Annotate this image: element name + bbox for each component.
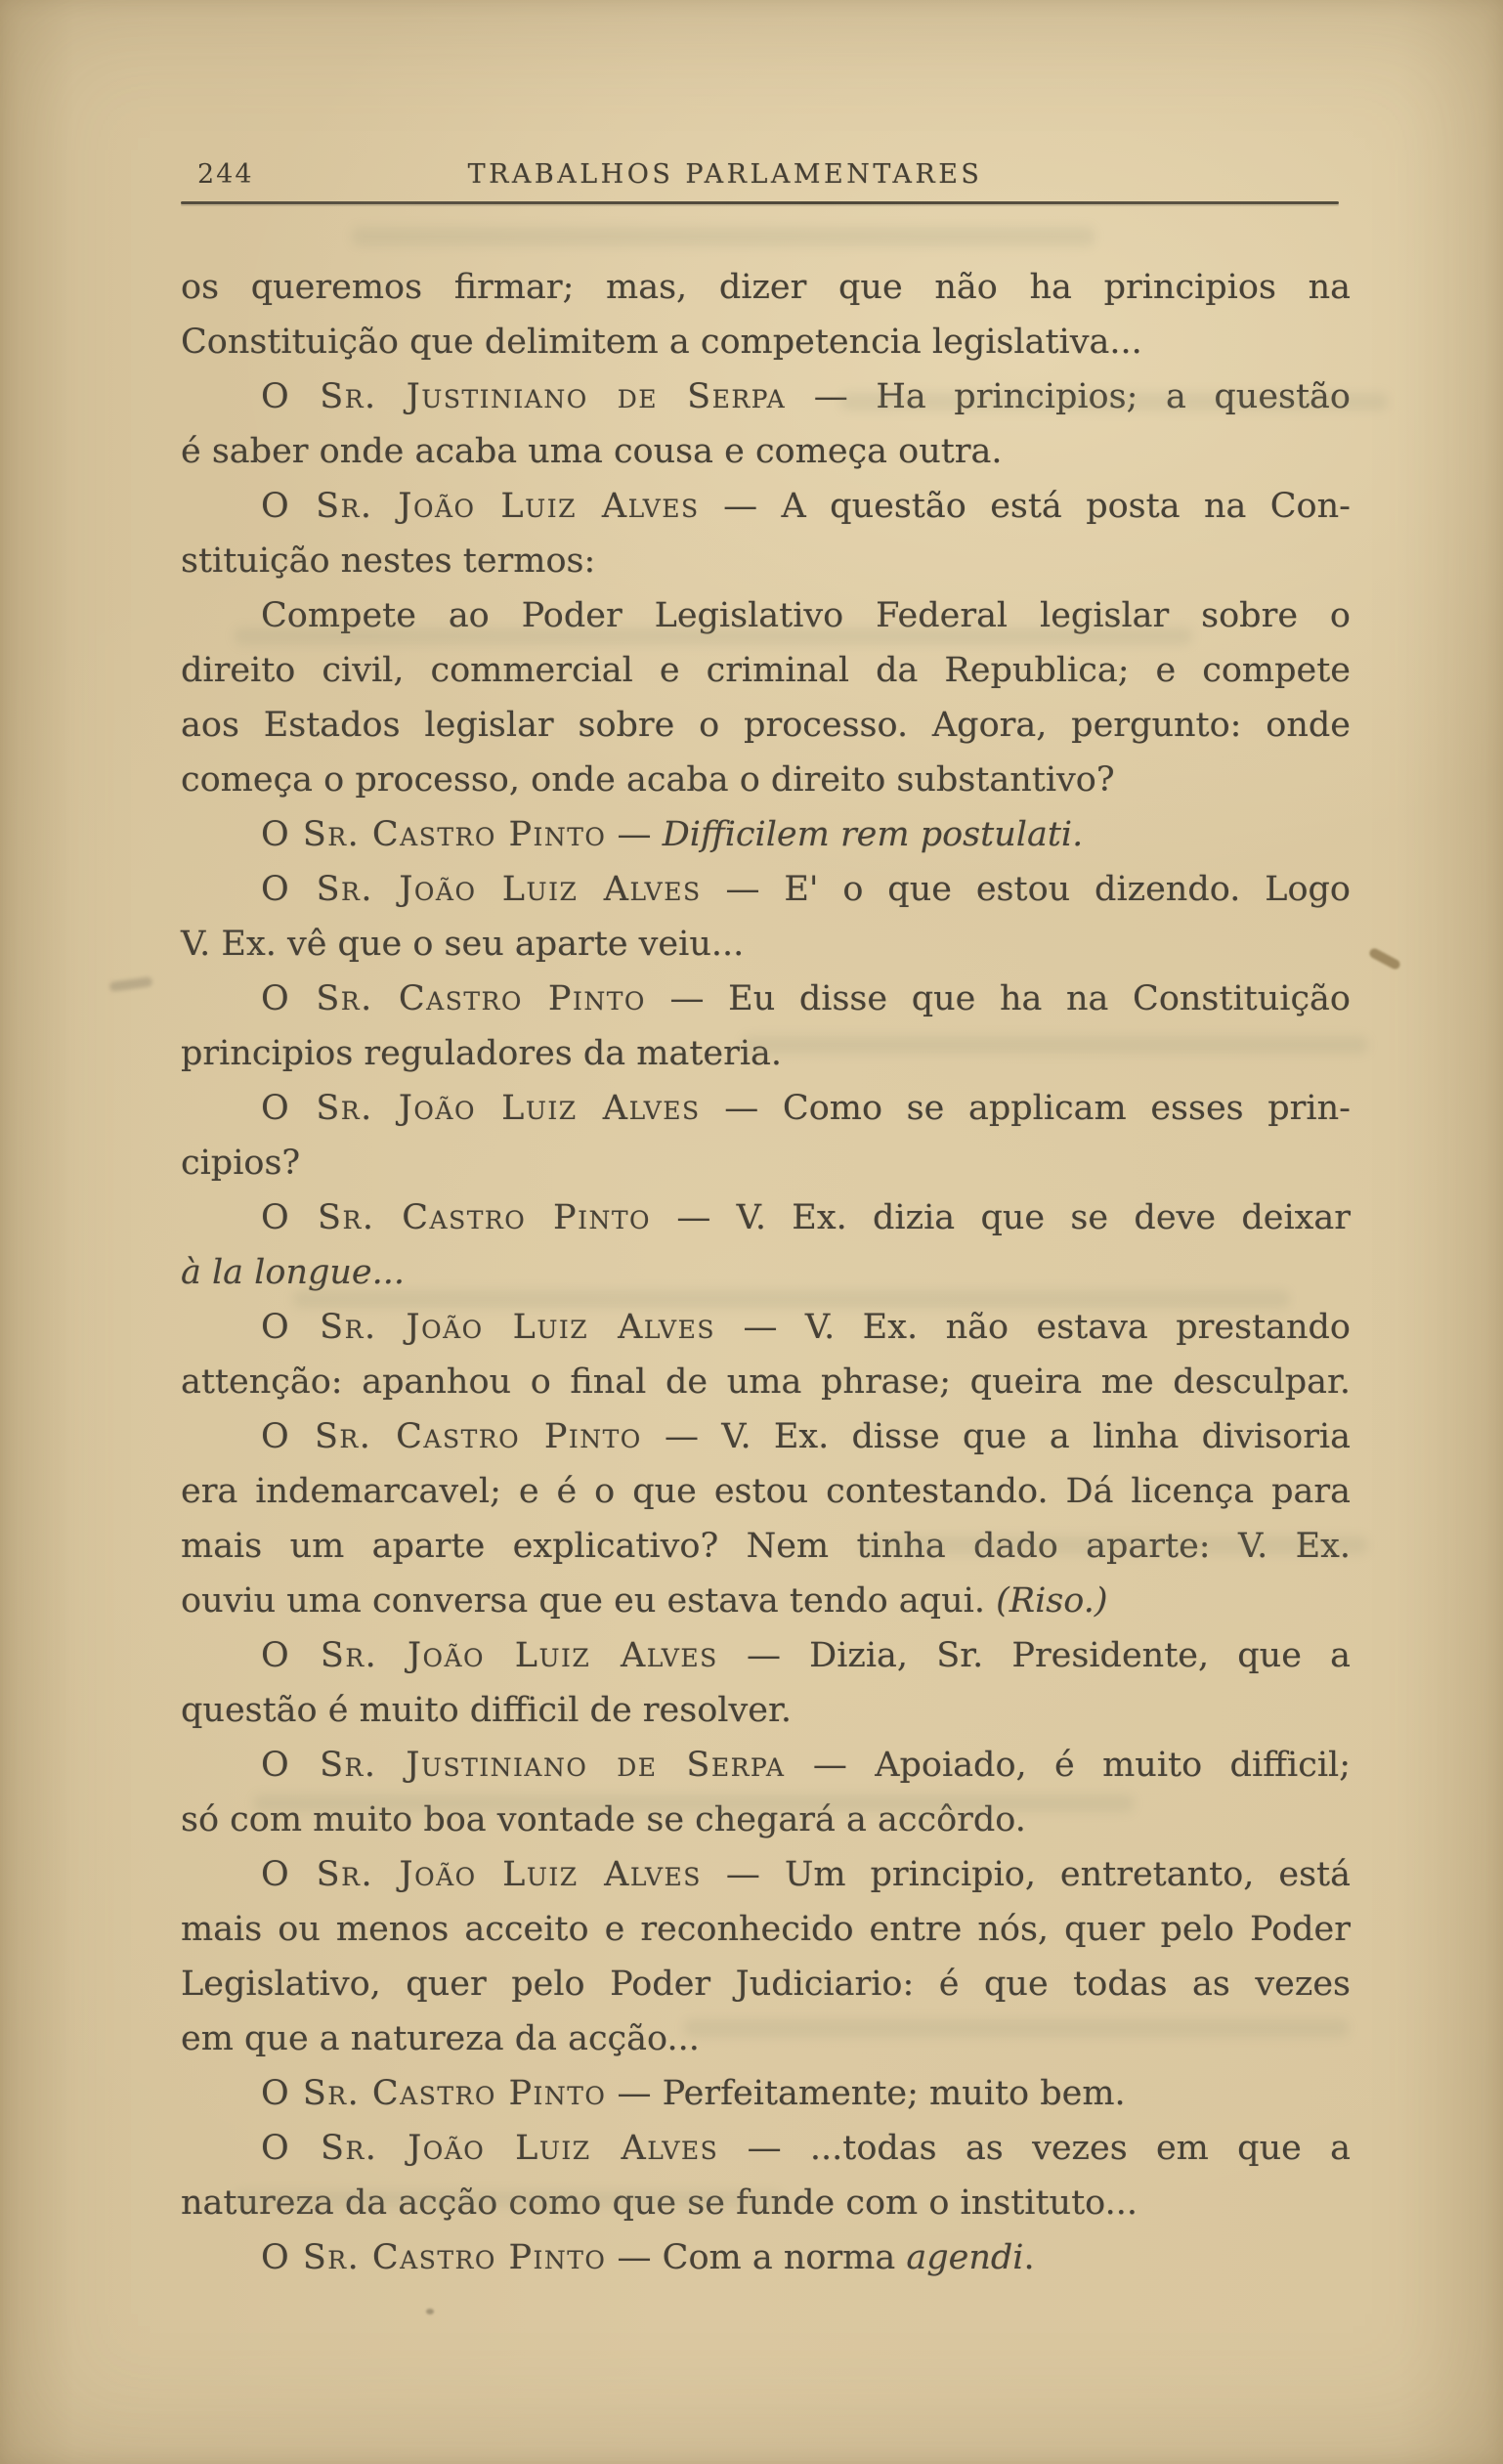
- text-line: [181, 1957, 1351, 2011]
- text-line: [181, 1519, 1351, 1574]
- text-segment: — Apoiado, é muito difficil;: [785, 1746, 1351, 1785]
- text-segment: — V. Ex. não estava prestando: [714, 1308, 1351, 1347]
- text-line: [181, 2121, 1351, 2176]
- text-line: [181, 1355, 1351, 1409]
- text-line: [181, 1902, 1351, 1957]
- text-segment: — Ha principios; a questão: [786, 377, 1351, 416]
- running-header: [90, 159, 1360, 190]
- text-segment: em que a natureza da acção...: [181, 2019, 700, 2058]
- running-title: TRABALHOS PARLAMENTARES: [467, 159, 983, 190]
- text-line: [181, 260, 1351, 315]
- text-line: [181, 1574, 1351, 1628]
- paper-speck: [426, 2309, 434, 2314]
- text-line: [181, 424, 1351, 479]
- speaker-name: O Sr. Justiniano de Serpa: [261, 377, 787, 416]
- text-segment: — Dizia, Sr. Presidente, que a: [717, 1636, 1351, 1675]
- text-line: [181, 1683, 1351, 1738]
- text-line: [181, 1081, 1351, 1136]
- speaker-name: O Sr. João Luiz Alves: [261, 1089, 701, 1128]
- text-segment: é saber onde acaba uma cousa e começa outra.: [181, 432, 1003, 471]
- text-segment: — E' o que estou dizendo. Logo: [701, 870, 1351, 909]
- speaker-name: O Sr. João Luiz Alves: [261, 1636, 718, 1675]
- text-line: [181, 807, 1351, 862]
- text-line: [181, 479, 1351, 534]
- speaker-name: O Sr. Castro Pinto: [261, 1417, 642, 1456]
- speaker-name: O Sr. João Luiz Alves: [261, 2129, 719, 2168]
- text-line: [181, 1847, 1351, 1902]
- speaker-name: O Sr. João Luiz Alves: [261, 870, 702, 909]
- text-segment: principios reguladores da materia.: [181, 1034, 783, 1073]
- text-segment: natureza da acção como que se funde com o instituto...: [181, 2183, 1138, 2223]
- text-line: [181, 862, 1351, 917]
- text-line: [181, 917, 1351, 972]
- text-segment: stituição nestes termos:: [181, 541, 596, 581]
- ink-smudge: [109, 976, 153, 992]
- text-line: [181, 1245, 1351, 1300]
- text-line: [181, 1300, 1351, 1355]
- text-segment: direito civil, commercial e criminal da Republica; e compete: [181, 651, 1351, 690]
- text-segment: — ...todas as vezes em que a: [718, 2129, 1351, 2168]
- text-segment: — Com a norma: [606, 2238, 907, 2277]
- text-segment: os queremos firmar; mas, dizer que não ha principios na: [181, 268, 1351, 307]
- italic-phrase: agendi: [906, 2238, 1024, 2277]
- speaker-name: O Sr. Castro Pinto: [261, 2074, 607, 2113]
- text-segment: Compete ao Poder Legislativo Federal legislar sobre o: [261, 596, 1351, 635]
- text-line: [181, 698, 1351, 753]
- text-line: [181, 643, 1351, 698]
- speaker-name: O Sr. Castro Pinto: [261, 979, 646, 1018]
- paper-speck: [1368, 947, 1402, 972]
- text-line: [181, 369, 1351, 424]
- italic-phrase: à la longue...: [181, 1253, 406, 1292]
- text-segment: —: [606, 815, 663, 854]
- text-segment: Legislativo, quer pelo Poder Judiciario: é que todas as vezes: [181, 1965, 1351, 2004]
- text-segment: ouviu uma conversa que eu estava tendo aqui.: [181, 1581, 997, 1621]
- text-segment: era indemarcavel; e é o que estou contestando. Dá licença para: [181, 1472, 1351, 1511]
- text-segment: — A questão está posta na Con-: [699, 487, 1351, 526]
- italic-phrase: (Riso.): [996, 1581, 1108, 1621]
- text-line: [181, 588, 1351, 643]
- text-line: [181, 2230, 1351, 2285]
- speaker-name: O Sr. João Luiz Alves: [261, 1855, 702, 1894]
- text-segment: — Como se applicam esses prin-: [700, 1089, 1351, 1128]
- speaker-name: O Sr. Castro Pinto: [261, 1198, 652, 1237]
- text-line: [181, 972, 1351, 1026]
- text-line: [181, 315, 1351, 369]
- text-segment: .: [1023, 2238, 1035, 2277]
- text-line: [181, 753, 1351, 807]
- text-segment: aos Estados legislar sobre o processo. Agora, pergunto: onde: [181, 706, 1351, 745]
- text-segment: cipios?: [181, 1144, 301, 1183]
- text-segment: Constituição que delimitem a competencia legislativa...: [181, 323, 1142, 362]
- speaker-name: O Sr. João Luiz Alves: [261, 1308, 715, 1347]
- text-segment: — Eu disse que ha na Constituição: [645, 979, 1351, 1018]
- text-segment: começa o processo, onde acaba o direito substantivo?: [181, 760, 1115, 800]
- text-segment: mais ou menos acceito e reconhecido entre nós, quer pelo Poder: [181, 1910, 1351, 1949]
- header-rule: [181, 201, 1339, 204]
- text-line: [181, 1628, 1351, 1683]
- text-line: [181, 1409, 1351, 1464]
- text-line: [181, 2011, 1351, 2066]
- text-segment: attenção: apanhou o final de uma phrase; queira me desculpar.: [181, 1362, 1351, 1402]
- page-number: 244: [197, 159, 254, 190]
- text-line: [181, 1464, 1351, 1519]
- speaker-name: O Sr. Castro Pinto: [261, 815, 607, 854]
- text-segment: questão é muito difficil de resolver.: [181, 1691, 792, 1730]
- text-block: [181, 260, 1351, 2285]
- text-segment: — Um principio, entretanto, está: [701, 1855, 1351, 1894]
- italic-phrase: Difficilem rem postulati.: [662, 815, 1084, 854]
- text-line: [181, 2066, 1351, 2121]
- text-line: [181, 1136, 1351, 1190]
- text-segment: só com muito boa vontade se chegará a accôrdo.: [181, 1800, 1026, 1839]
- text-segment: — V. Ex. disse que a linha divisoria: [641, 1417, 1351, 1456]
- speaker-name: O Sr. Castro Pinto: [261, 2238, 607, 2277]
- text-segment: mais um aparte explicativo? Nem tinha dado aparte: V. Ex.: [181, 1527, 1351, 1566]
- speaker-name: O Sr. Justiniano de Serpa: [261, 1746, 786, 1785]
- text-line: [181, 1190, 1351, 1245]
- text-line: [181, 1026, 1351, 1081]
- text-line: [181, 534, 1351, 588]
- text-line: [181, 1793, 1351, 1847]
- text-segment: — V. Ex. dizia que se deve deixar: [651, 1198, 1352, 1237]
- text-segment: — Perfeitamente; muito bem.: [606, 2074, 1126, 2113]
- text-line: [181, 1738, 1351, 1793]
- speaker-name: O Sr. João Luiz Alves: [261, 487, 700, 526]
- text-line: [181, 2176, 1351, 2230]
- bleedthrough-mark: [352, 227, 1095, 246]
- text-segment: V. Ex. vê que o seu aparte veiu...: [181, 925, 745, 964]
